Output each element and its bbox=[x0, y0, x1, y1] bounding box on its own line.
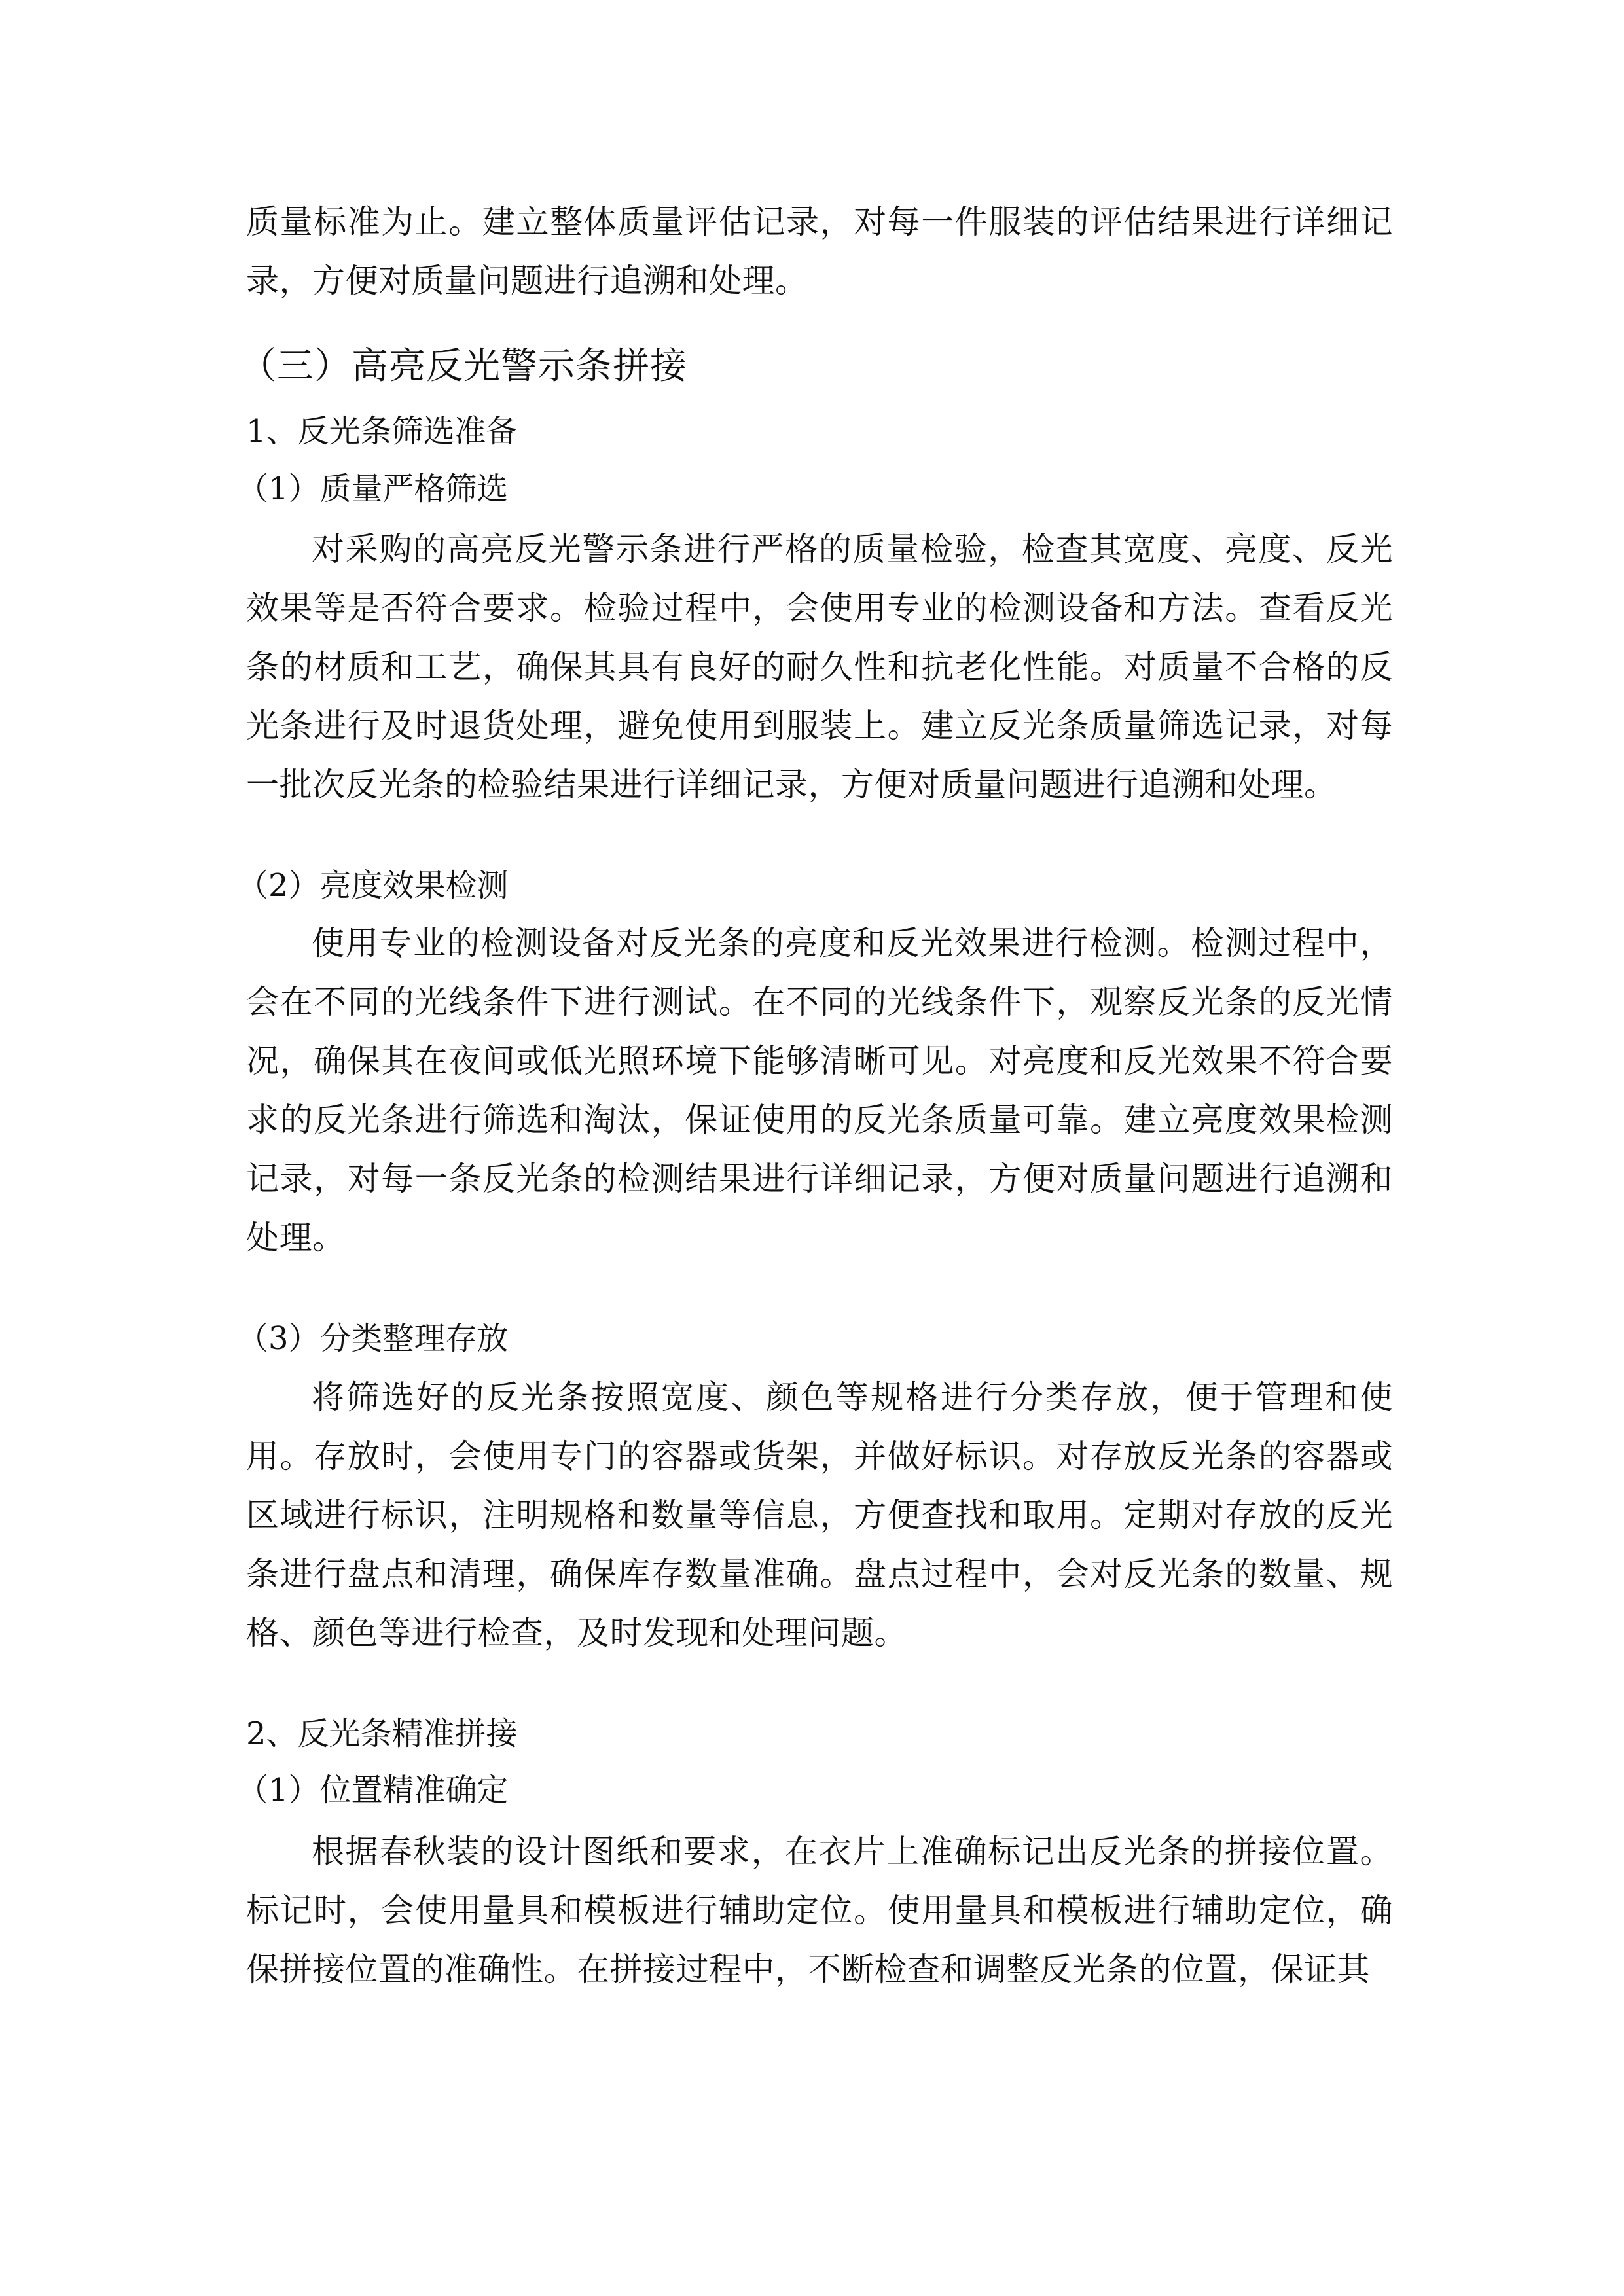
paragraph-continuation: 质量标准为止。建立整体质量评估记录，对每一件服装的评估结果进行详细记录，方便对质量问题进行追溯和处理。 bbox=[246, 203, 1393, 300]
heading-item-1: 1、反光条筛选准备 bbox=[246, 413, 518, 450]
paragraph-item-1-3: 将筛选好的反光条按照宽度、颜色等规格进行分类存放，便于管理和使用。存放时，会使用专门的容器或货架，并做好标识。对存放反光条的容器或区域进行标识，注明规格和数量等信息，方便查找和取用。定期对存放的反光条进行盘点和清理，确保库存数量准确。盘点过程中，会对反光条的数量、规格、颜色等进行检查，及时发现和处理问题。 bbox=[246, 1378, 1393, 1652]
heading-item-1-3: （3）分类整理存放 bbox=[237, 1320, 509, 1357]
heading-item-1-1: （1）质量严格筛选 bbox=[237, 471, 509, 507]
paragraph-item-1-2: 使用专业的检测设备对反光条的亮度和反光效果进行检测。检测过程中，会在不同的光线条件下进行测试。在不同的光线条件下，观察反光条的反光情况，确保其在夜间或低光照环境下能够清晰可见。对亮度和反光效果不符合要求的反光条进行筛选和淘汰，保证使用的反光条质量可靠。建立亮度效果检测记录，对每一条反光条的检测结果进行详细记录，方便对质量问题进行追溯和处理。 bbox=[246, 924, 1393, 1257]
heading-item-2-1: （1）位置精准确定 bbox=[237, 1772, 509, 1808]
paragraph-item-1-1: 对采购的高亮反光警示条进行严格的质量检验，检查其宽度、亮度、反光效果等是否符合要求。检验过程中，会使用专业的检测设备和方法。查看反光条的材质和工艺，确保其具有良好的耐久性和抗老化性能。对质量不合格的反光条进行及时退货处理，避免使用到服装上。建立反光条质量筛选记录，对每一批次反光条的检验结果进行详细记录，方便对质量问题进行追溯和处理。 bbox=[246, 530, 1393, 804]
heading-item-1-2: （2）亮度效果检测 bbox=[237, 867, 509, 904]
section-heading: （三）高亮反光警示条拼接 bbox=[240, 345, 687, 387]
paragraph-item-2-1: 根据春秋装的设计图纸和要求，在衣片上准确标记出反光条的拼接位置。标记时，会使用量具和模板进行辅助定位。使用量具和模板进行辅助定位，确保拼接位置的准确性。在拼接过程中，不断检查和调整反光条的位置，保证其 bbox=[246, 1833, 1393, 1988]
heading-item-2: 2、反光条精准拼接 bbox=[246, 1715, 518, 1752]
